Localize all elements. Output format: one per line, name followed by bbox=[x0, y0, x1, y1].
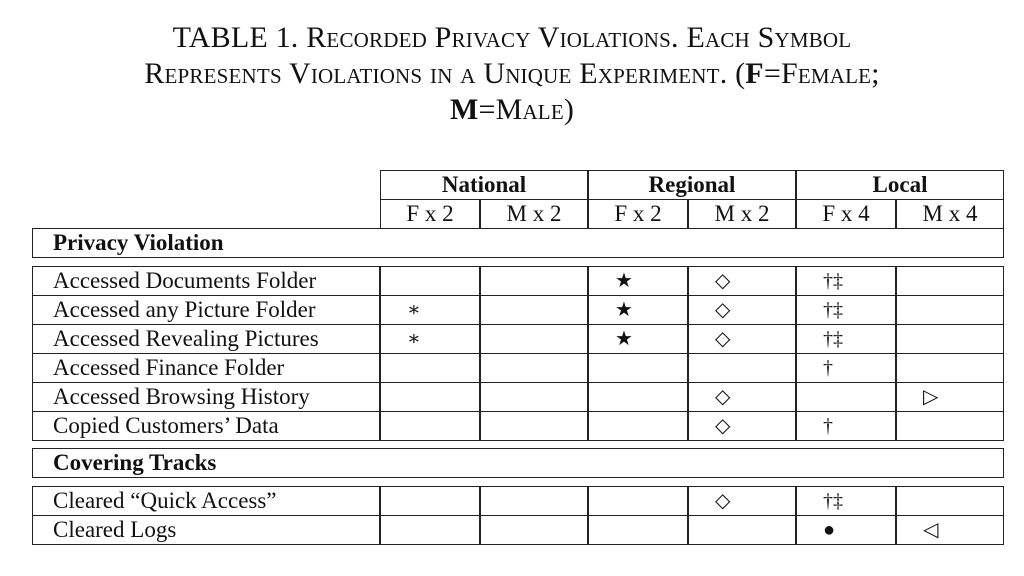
symbol-cell: † bbox=[796, 411, 896, 441]
table-row bbox=[32, 266, 1004, 296]
table-caption bbox=[0, 20, 1024, 128]
symbol-cell: ◇ bbox=[688, 324, 796, 354]
symbol-cell bbox=[588, 486, 688, 516]
row-label: Accessed any Picture Folder bbox=[32, 295, 380, 325]
symbol-cell: ◇ bbox=[688, 411, 796, 441]
row-label: Cleared Logs bbox=[32, 515, 380, 545]
symbol-cell bbox=[588, 411, 688, 441]
symbol-cell bbox=[480, 515, 588, 545]
header-subcolumn: F x 2 bbox=[380, 199, 480, 229]
symbol-cell: ★ bbox=[588, 324, 688, 354]
row-label: Accessed Browsing History bbox=[32, 382, 380, 412]
symbol-cell: ● bbox=[796, 515, 896, 545]
symbol-cell bbox=[896, 324, 1004, 354]
symbol-cell bbox=[688, 353, 796, 383]
symbol-cell bbox=[480, 411, 588, 441]
symbol-cell bbox=[480, 486, 588, 516]
symbol-cell bbox=[380, 353, 480, 383]
symbol-cell: †‡ bbox=[796, 266, 896, 296]
table-row bbox=[32, 382, 1004, 412]
header-subcolumn: M x 2 bbox=[480, 199, 588, 229]
table-row bbox=[32, 411, 1004, 441]
symbol-cell bbox=[896, 353, 1004, 383]
symbol-cell: ◁ bbox=[896, 515, 1004, 545]
header-group-row bbox=[32, 170, 1004, 200]
row-label: Cleared “Quick Access” bbox=[32, 486, 380, 516]
caption-line-2 bbox=[0, 56, 1024, 92]
symbol-cell bbox=[380, 266, 480, 296]
caption-female-text: =Female; bbox=[763, 57, 880, 90]
table-row bbox=[32, 486, 1004, 516]
header-sub-row bbox=[32, 199, 1004, 229]
header-subcolumn: M x 2 bbox=[688, 199, 796, 229]
symbol-cell bbox=[480, 266, 588, 296]
header-subcolumn: M x 4 bbox=[896, 199, 1004, 229]
caption-line-3 bbox=[0, 92, 1024, 128]
symbol-cell: †‡ bbox=[796, 486, 896, 516]
symbol-cell: ▷ bbox=[896, 382, 1004, 412]
caption-female-abbrev: F bbox=[745, 57, 764, 90]
symbol-cell: ◇ bbox=[688, 295, 796, 325]
caption-male-abbrev: M bbox=[449, 93, 479, 126]
symbol-cell: ★ bbox=[588, 295, 688, 325]
symbol-cell: ◇ bbox=[688, 486, 796, 516]
symbol-cell: †‡ bbox=[796, 324, 896, 354]
symbol-cell: ◇ bbox=[688, 382, 796, 412]
row-label: Copied Customers’ Data bbox=[32, 411, 380, 441]
header-group-regional: Regional bbox=[588, 170, 796, 200]
symbol-cell: ★ bbox=[588, 266, 688, 296]
table-row bbox=[32, 324, 1004, 354]
symbol-cell bbox=[588, 515, 688, 545]
symbol-cell bbox=[896, 486, 1004, 516]
table-row bbox=[32, 295, 1004, 325]
symbol-cell: †‡ bbox=[796, 295, 896, 325]
symbol-cell bbox=[380, 486, 480, 516]
symbol-cell bbox=[480, 353, 588, 383]
symbol-cell bbox=[480, 324, 588, 354]
symbol-cell: ∗ bbox=[380, 295, 480, 325]
header-subcolumn: F x 4 bbox=[796, 199, 896, 229]
caption-line-2-text: Represents Violations in a Unique Experiment. ( bbox=[144, 57, 746, 90]
symbol-cell bbox=[380, 515, 480, 545]
caption-line-1: TABLE 1. Recorded Privacy Violations. Each Symbol bbox=[172, 21, 852, 54]
header-group-national: National bbox=[380, 170, 588, 200]
table-row bbox=[32, 515, 1004, 545]
symbol-cell bbox=[480, 295, 588, 325]
symbol-cell bbox=[896, 295, 1004, 325]
row-label: Accessed Documents Folder bbox=[32, 266, 380, 296]
header-group-local: Local bbox=[796, 170, 1004, 200]
symbol-cell bbox=[588, 353, 688, 383]
header-subcolumn: F x 2 bbox=[588, 199, 688, 229]
caption-male-text: =Male) bbox=[478, 93, 575, 126]
table-row bbox=[32, 353, 1004, 383]
symbol-cell bbox=[480, 382, 588, 412]
symbol-cell bbox=[896, 411, 1004, 441]
section-title: Covering Tracks bbox=[32, 448, 1004, 478]
row-label: Accessed Revealing Pictures bbox=[32, 324, 380, 354]
symbol-cell bbox=[796, 382, 896, 412]
section-title: Privacy Violation bbox=[32, 228, 1004, 258]
symbol-cell bbox=[688, 515, 796, 545]
symbol-cell bbox=[588, 382, 688, 412]
symbol-cell: † bbox=[796, 353, 896, 383]
row-label: Accessed Finance Folder bbox=[32, 353, 380, 383]
symbol-cell bbox=[380, 411, 480, 441]
symbol-cell: ∗ bbox=[380, 324, 480, 354]
symbol-cell bbox=[380, 382, 480, 412]
symbol-cell: ◇ bbox=[688, 266, 796, 296]
symbol-cell bbox=[896, 266, 1004, 296]
